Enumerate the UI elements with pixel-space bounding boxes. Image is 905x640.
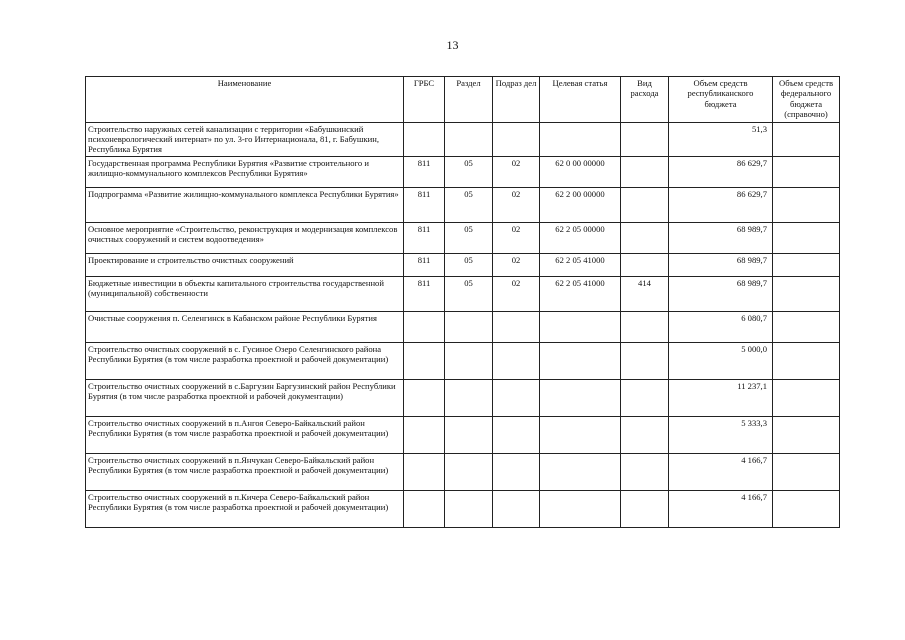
- row-expense-type: [621, 187, 669, 222]
- table-row: [86, 490, 840, 527]
- row-republican-budget: 86 629,7: [669, 187, 773, 222]
- table-row: [86, 156, 840, 187]
- row-target-article: [540, 490, 621, 527]
- row-section: 05: [445, 156, 493, 187]
- row-republican-budget: 68 989,7: [669, 276, 773, 311]
- row-name: Строительство очистных сооружений в п.Кичера Северо-Байкальский район Республики Бурятия (в том числе разработка проектной и рабочей документации): [86, 490, 404, 527]
- row-federal-budget: [773, 222, 840, 253]
- table-row: [86, 276, 840, 311]
- row-expense-type: [621, 122, 669, 156]
- row-target-article: 62 2 05 41000: [540, 253, 621, 276]
- row-section: [445, 379, 493, 416]
- table-row: [86, 222, 840, 253]
- header-section: Раздел: [445, 77, 493, 123]
- table-row: [86, 453, 840, 490]
- row-target-article: 62 2 05 00000: [540, 222, 621, 253]
- row-target-article: 62 2 00 00000: [540, 187, 621, 222]
- row-subsection: 02: [493, 187, 540, 222]
- row-name: Строительство наружных сетей канализации с территории «Бабушкинский психоневрологический интернат» по ул. 3-го Интернационала, 81, г. Бабушкин, Республика Бурятия: [86, 122, 404, 156]
- row-republican-budget: 4 166,7: [669, 453, 773, 490]
- row-federal-budget: [773, 342, 840, 379]
- row-grbs: [404, 379, 445, 416]
- row-name: Строительство очистных сооружений в п.Янчукан Северо-Байкальский район Республики Бурятия (в том числе разработка проектной и рабочей документации): [86, 453, 404, 490]
- row-expense-type: [621, 379, 669, 416]
- table-row: [86, 379, 840, 416]
- row-republican-budget: 6 080,7: [669, 311, 773, 342]
- row-republican-budget: 5 333,3: [669, 416, 773, 453]
- row-federal-budget: [773, 416, 840, 453]
- row-name: Строительство очистных сооружений в с.Баргузин Баргузинский район Республики Бурятия (в том числе разработка проектной и рабочей документации): [86, 379, 404, 416]
- row-federal-budget: [773, 156, 840, 187]
- row-republican-budget: 68 989,7: [669, 222, 773, 253]
- row-federal-budget: [773, 490, 840, 527]
- row-expense-type: [621, 156, 669, 187]
- row-target-article: [540, 453, 621, 490]
- row-grbs: [404, 416, 445, 453]
- row-republican-budget: 86 629,7: [669, 156, 773, 187]
- row-grbs: 811: [404, 222, 445, 253]
- row-target-article: 62 0 00 00000: [540, 156, 621, 187]
- row-grbs: [404, 342, 445, 379]
- row-grbs: 811: [404, 156, 445, 187]
- row-expense-type: [621, 222, 669, 253]
- row-grbs: 811: [404, 276, 445, 311]
- row-grbs: 811: [404, 253, 445, 276]
- row-federal-budget: [773, 379, 840, 416]
- row-section: [445, 342, 493, 379]
- row-subsection: 02: [493, 253, 540, 276]
- row-grbs: [404, 490, 445, 527]
- row-section: [445, 453, 493, 490]
- header-federal-budget: Объем средств федерального бюджета (справочно): [773, 77, 840, 123]
- budget-table: [85, 76, 840, 528]
- row-name: Очистные сооружения п. Селенгинск в Кабанском районе Республики Бурятия: [86, 311, 404, 342]
- row-target-article: [540, 311, 621, 342]
- row-republican-budget: 11 237,1: [669, 379, 773, 416]
- row-target-article: [540, 122, 621, 156]
- table-row: [86, 253, 840, 276]
- table-row: [86, 311, 840, 342]
- row-name: Подпрограмма «Развитие жилищно-коммунального комплекса Республики Бурятия»: [86, 187, 404, 222]
- row-subsection: [493, 416, 540, 453]
- table-row: [86, 416, 840, 453]
- header-expense-type: Вид расхода: [621, 77, 669, 123]
- row-republican-budget: 5 000,0: [669, 342, 773, 379]
- row-expense-type: [621, 253, 669, 276]
- row-subsection: [493, 122, 540, 156]
- row-federal-budget: [773, 187, 840, 222]
- row-subsection: 02: [493, 222, 540, 253]
- row-expense-type: [621, 490, 669, 527]
- header-subsection: Подраз дел: [493, 77, 540, 123]
- row-grbs: [404, 311, 445, 342]
- row-federal-budget: [773, 276, 840, 311]
- table-header-row: [86, 77, 840, 123]
- row-target-article: [540, 379, 621, 416]
- row-grbs: 811: [404, 187, 445, 222]
- row-section: 05: [445, 276, 493, 311]
- row-target-article: [540, 416, 621, 453]
- table-row: [86, 187, 840, 222]
- row-federal-budget: [773, 453, 840, 490]
- row-section: 05: [445, 222, 493, 253]
- row-expense-type: [621, 453, 669, 490]
- row-expense-type: [621, 311, 669, 342]
- row-subsection: [493, 379, 540, 416]
- row-federal-budget: [773, 253, 840, 276]
- row-subsection: 02: [493, 156, 540, 187]
- row-name: Строительство очистных сооружений в п.Ангоя Северо-Байкальский район Республики Бурятия (в том числе разработка проектной и рабочей документации): [86, 416, 404, 453]
- row-subsection: [493, 311, 540, 342]
- row-subsection: 02: [493, 276, 540, 311]
- row-grbs: [404, 453, 445, 490]
- row-expense-type: [621, 342, 669, 379]
- row-section: [445, 416, 493, 453]
- header-name: Наименование: [86, 77, 404, 123]
- page-number: 13: [446, 38, 459, 52]
- row-grbs: [404, 122, 445, 156]
- row-target-article: [540, 342, 621, 379]
- header-target-article: Целевая статья: [540, 77, 621, 123]
- header-grbs: ГРБС: [404, 77, 445, 123]
- row-section: 05: [445, 187, 493, 222]
- row-federal-budget: [773, 311, 840, 342]
- row-federal-budget: [773, 122, 840, 156]
- row-republican-budget: 51,3: [669, 122, 773, 156]
- row-republican-budget: 68 989,7: [669, 253, 773, 276]
- row-subsection: [493, 453, 540, 490]
- row-expense-type: [621, 416, 669, 453]
- table-row: [86, 122, 840, 156]
- row-subsection: [493, 490, 540, 527]
- row-name: Строительство очистных сооружений в с. Гусиное Озеро Селенгинского района Республики Бурятия (в том числе разработка проектной и рабочей документации): [86, 342, 404, 379]
- table-row: [86, 342, 840, 379]
- row-expense-type: 414: [621, 276, 669, 311]
- row-name: Проектирование и строительство очистных сооружений: [86, 253, 404, 276]
- row-section: [445, 122, 493, 156]
- row-section: 05: [445, 253, 493, 276]
- row-section: [445, 490, 493, 527]
- row-name: Государственная программа Республики Бурятия «Развитие строительного и жилищно-коммунального комплексов Республики Бурятия»: [86, 156, 404, 187]
- header-republican-budget: Объем средств республиканского бюджета: [669, 77, 773, 123]
- row-target-article: 62 2 05 41000: [540, 276, 621, 311]
- row-name: Бюджетные инвестиции в объекты капитального строительства государственной (муниципальной) собственности: [86, 276, 404, 311]
- row-name: Основное мероприятие «Строительство, реконструкция и модернизация комплексов очистных сооружений и систем водоотведения»: [86, 222, 404, 253]
- row-republican-budget: 4 166,7: [669, 490, 773, 527]
- row-section: [445, 311, 493, 342]
- row-subsection: [493, 342, 540, 379]
